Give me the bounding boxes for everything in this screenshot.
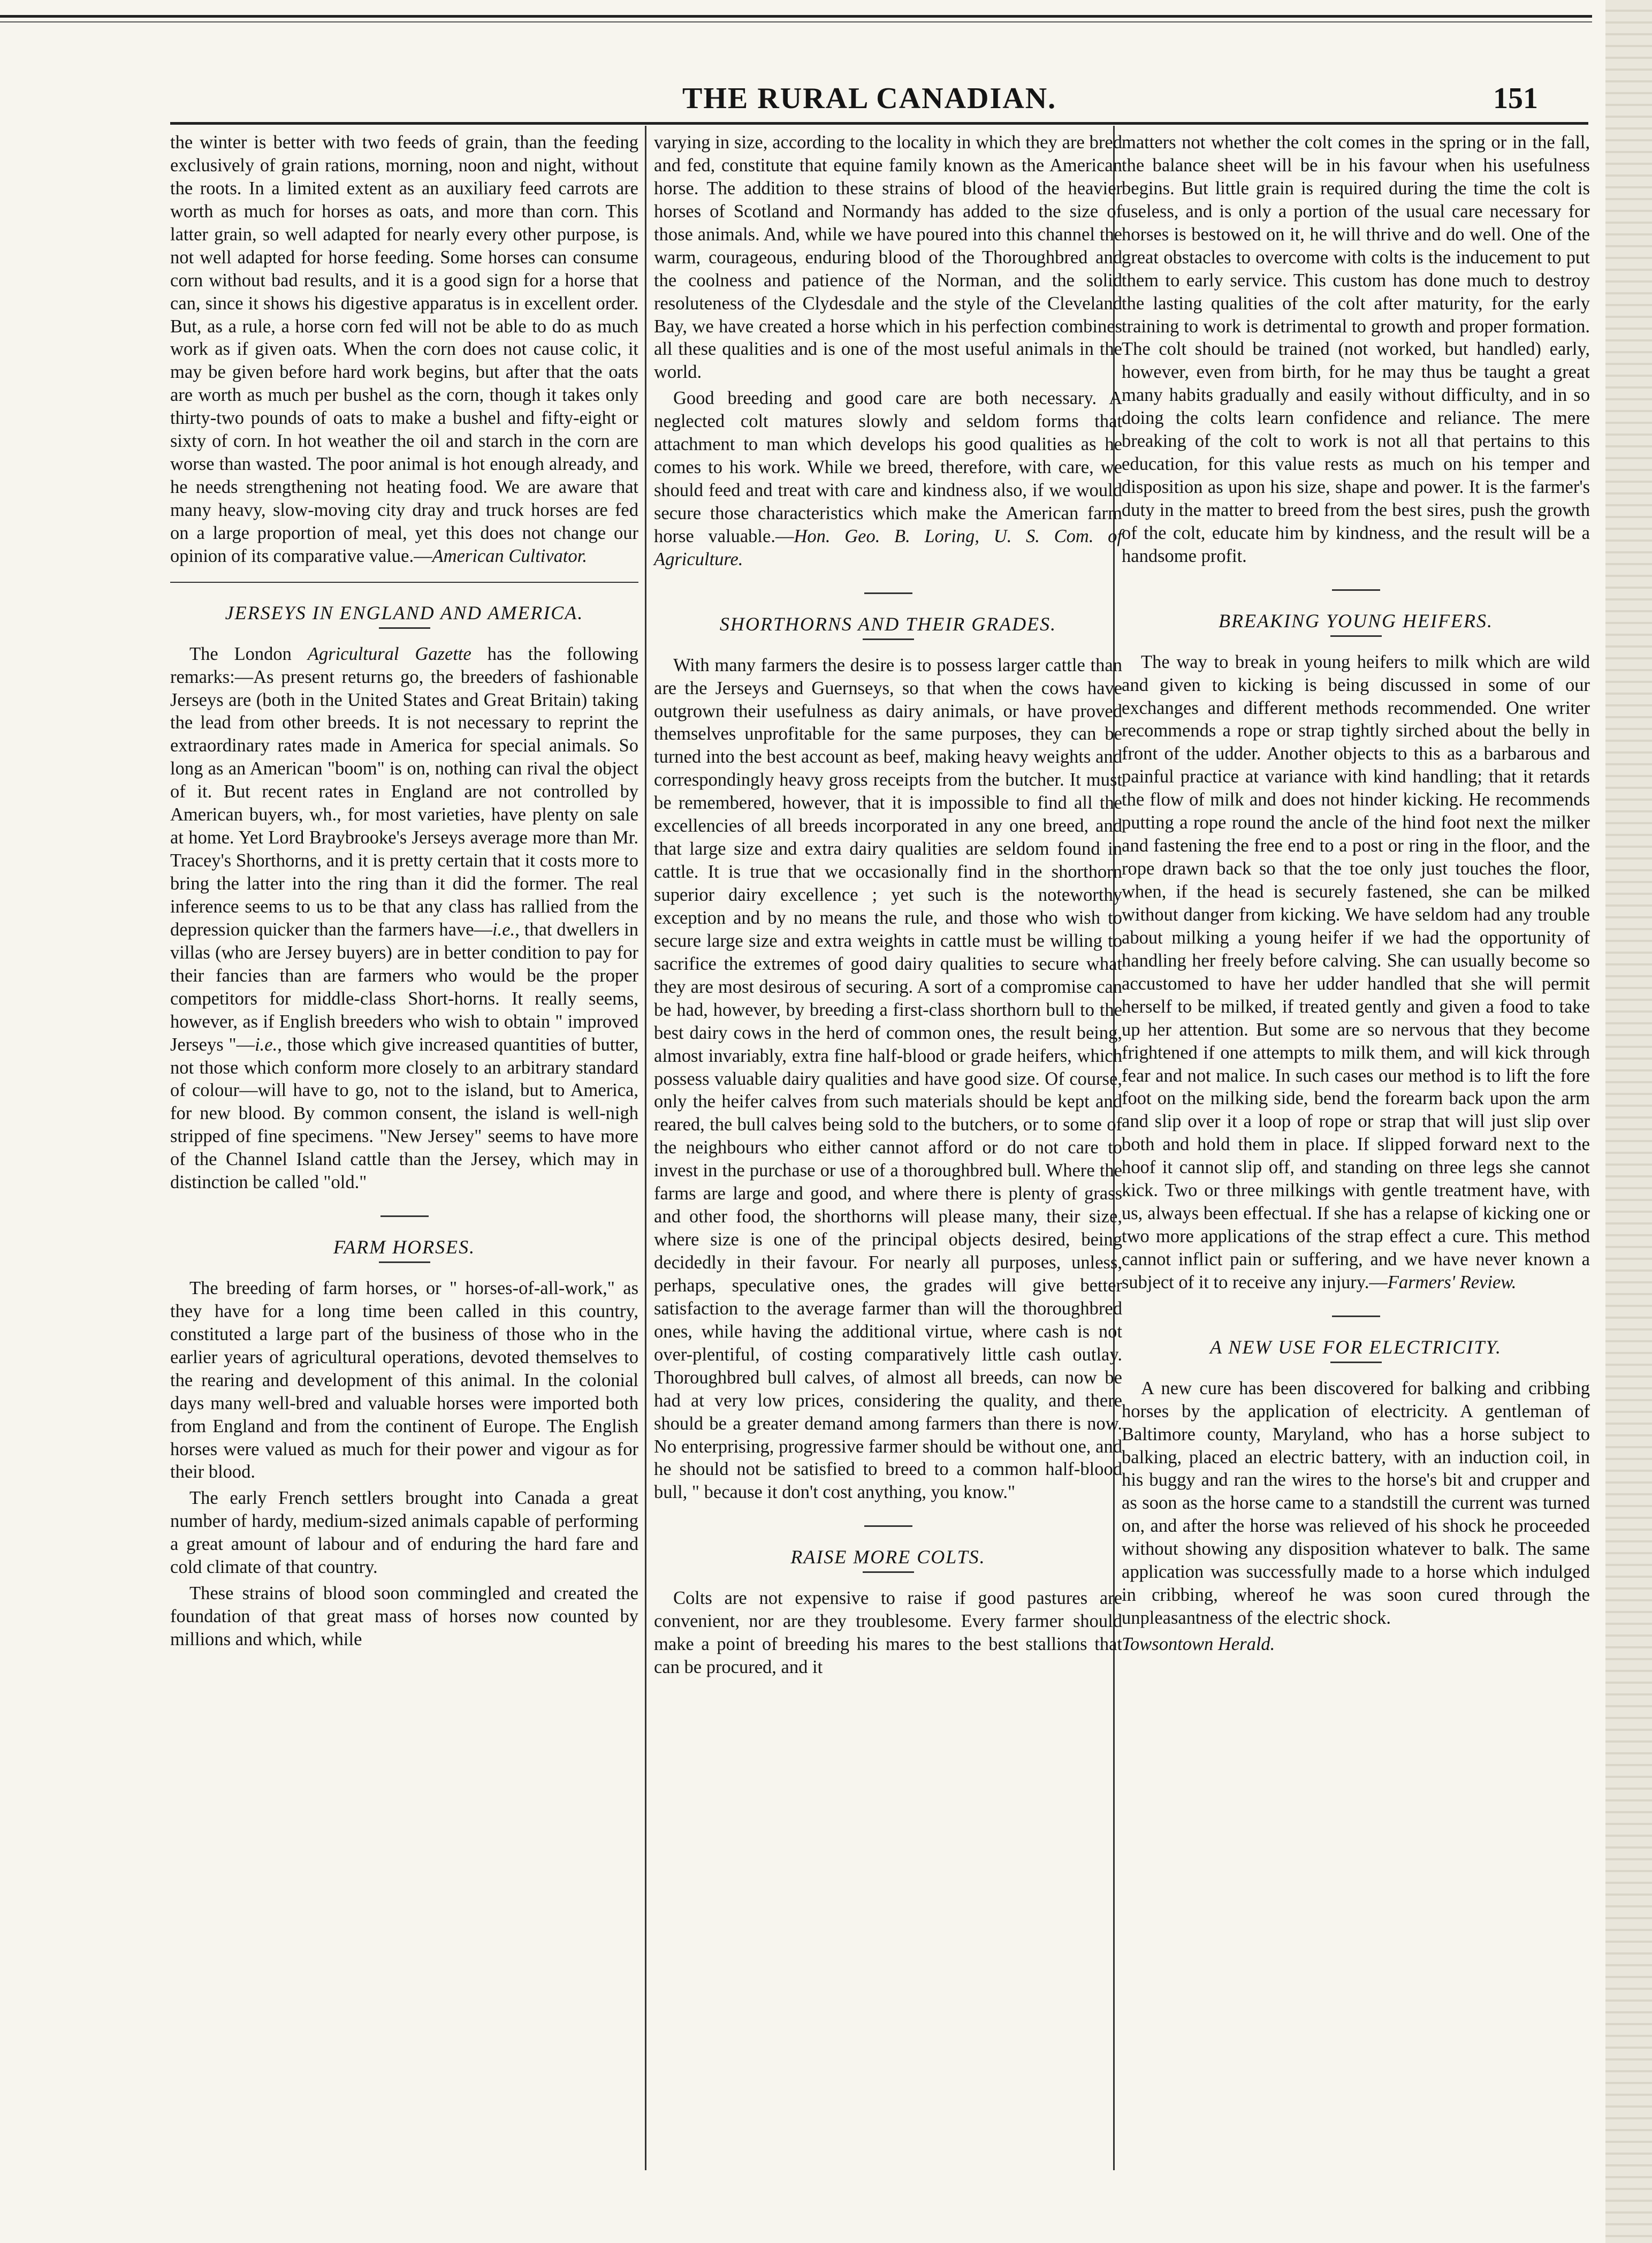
article-end-dash — [1332, 589, 1380, 591]
paragraph-text: , those which give increased quantities of butter, not those which conform more closely to an arbitrary standard of colour—will have to go, not to the island, but to America, for new blood. By common consent, the island is well-nigh stripped of fine specimens. "New Jersey" seems to have more of the Channel Island cattle than the Jersey, which may in distinction be called "old." — [170, 1034, 638, 1193]
article-end-dash — [1332, 1316, 1380, 1317]
article-end-dash — [864, 592, 912, 594]
article-paragraph: A new cure has been discovered for balking and cribbing horses by the application of electricity. A gentleman of Baltimore county, Maryland, who has a horse subject to balking, placed an electric battery, with an induction coil, in his buggy and ran the wires to the horse's bit and crupper and as soon as the horse came to a standstill the current was turned on, and after the horse was relieved of his shock he proceeded without showing any disposition whatever to balk. The same application was successfully made to a horse which indulged in cribbing, whereof he was soon cured through the unpleasantness of the electric shock. — [1122, 1378, 1590, 1629]
page-binding-edge — [1605, 0, 1652, 2243]
top-border-rule — [0, 15, 1592, 18]
article-heading-shorthorns: SHORTHORNS AND THEIR GRADES. — [719, 613, 1057, 635]
heading-dash — [1330, 1362, 1382, 1363]
article-heading-raise-colts: RAISE MORE COLTS. — [790, 1546, 986, 1568]
article-paragraph — [170, 643, 638, 1195]
heading-dash — [1330, 635, 1382, 637]
article-paragraph: The breeding of farm horses, or " horses-of-all-work," as they have for a long time been called in this country, constituted a large part of the business of those who in the earlier years of agricultural operations, devoted themselves to the rearing and development of this animal. In the colonial days many well-bred and valuable horses were imported both from England and from the continent of Europe. The English horses were valued as much for their power and vigour as for their blood. — [170, 1278, 638, 1482]
header-rule — [170, 122, 1588, 125]
article-paragraph: matters not whether the colt comes in the spring or in the fall, the balance sheet will be in his favour when his usefulness begins. But little grain is required during the time the colt is useless, and is only a portion of the usual care necessary for horses is bestowed on it, he will thrive and do well. One of the great obstacles to overcome with colts is the inducement to put them to early service. This custom has done much to destroy the lasting qualities of the colt after maturity, for the early training to work is detrimental to growth and proper formation. The colt should be trained (not worked, but handled) early, however, even from birth, for he may thus be taught a great many habits gradually and easily without difficulty, and in so doing the colts learn confidence and reliance. The mere breaking of the colt to work is not all that pertains to this education, for this value rests as much on his temper and disposition as upon his size, shape and power. It is the farmer's duty in the matter to breed from the best sires, push the growth of the colt, educate him by kindness, and the result will be a handsome profit. — [1122, 132, 1590, 566]
heading-dash — [863, 638, 914, 640]
article-paragraph — [170, 131, 638, 568]
article-heading-electricity: A NEW USE FOR ELECTRICITY. — [1209, 1336, 1502, 1358]
paragraph-text: , that dwellers in villas (who are Jersey buyers) are in better condition to pay for their fancies than are farmers who would be the proper competitors for middle-class Short-horns. It really seems, however, as if English breeders who wish to obtain " improved Jerseys "— — [170, 919, 638, 1055]
source-citation: Towsontown Herald. — [1122, 1634, 1275, 1654]
article-heading-farm-horses: FARM HORSES. — [333, 1236, 476, 1258]
newspaper-title: THE RURAL CANADIAN. — [682, 82, 1057, 115]
top-border-rule-thin — [0, 21, 1592, 22]
article-paragraph: Colts are not expensive to raise if good pastures are convenient, nor are they troublesome. Every farmer should make a point of breeding his mares to the best stallions that can be procured, and it — [654, 1588, 1122, 1677]
publication-name: Agricultural Gazette — [307, 643, 471, 664]
paragraph-text: The way to break in young heifers to milk which are wild and given to kicking is being discussed in some of our exchanges and different methods recommended. One writer recommends a rope or strap tightly sirched about the belly in front of the udder. Another objects to this as a barbarous and painful practice at variance with kind handling; that it retards the flow of milk and does not hinder kicking. He recommends putting a rope round the ancle of the hind foot next the milker and fastening the free end to a post or ring in the floor, and the rope drawn back so that the toe only just touches the floor, when, if the head is securely fastened, she can be milked without danger from kicking. We have seldom had any trouble about milking a young heifer if we had the opportunity of handling her freely before calving. She can usually become so accustomed to have her udder handled that she will permit herself to be milked, if treated gently and given a food to take up her attention. But some are so nervous that they become frightened if one attempts to milk them, and will kick through fear and not malice. In such cases our method is to lift the fore foot on the milking side, bend the forearm back upon the arm and slip over it a loop of rope or strap that will just slip over both and hold them in place. If slipped forward next to the hoof it cannot slip off, and standing on three legs she cannot kick. Two or three milkings with gentle treatment have, with us, always been effectual. If she has a relapse of kicking one or two more applications of the strap effect a cure. This method cannot inflict pain or suffering, and we have never known a subject of it to receive any injury.— — [1122, 651, 1590, 1292]
source-citation: Farmers' Review. — [1387, 1272, 1517, 1292]
paragraph-text: has the following remarks:—As present returns go, the breeders of fashionable Jerseys are (both in the United States and Great Britain) taking the lead from other breeds. It is not necessary to reprint the extraordinary rates made in America for special animals. So long as an American "boom" is on, nothing can rival the object of it. But recent rates in England are not controlled by American buyers, wh., for most varieties, have plenty on sale at home. Yet Lord Braybrooke's Jerseys average more than Mr. Tracey's Shorthorns, and it is pretty certain that it costs more to bring the latter into the ring than it did the former. The real inference seems to us to be that any class has rallied from the depression quicker than the farmers have— — [170, 643, 639, 940]
column-3 — [1122, 131, 1590, 1659]
article-paragraph: These strains of blood soon commingled and created the foundation of that great mass of horses now counted by millions and which, while — [170, 1583, 638, 1649]
source-citation: Hon. Geo. B. Loring, U. S. Com. of Agriculture. — [654, 526, 1123, 569]
article-paragraph — [1122, 651, 1590, 1294]
heading-dash — [863, 1571, 914, 1573]
article-paragraph — [654, 387, 1122, 571]
article-separator — [170, 582, 638, 583]
column-2 — [654, 131, 1122, 1682]
article-end-dash — [380, 1215, 429, 1217]
abbreviation: i.e. — [492, 919, 515, 940]
article-signoff — [1122, 1633, 1590, 1656]
abbreviation: i.e. — [255, 1034, 278, 1055]
paragraph-text: Good breeding and good care are both necessary. A neglected colt matures slowly and seldom forms that attachment to man which develops his good qualities as he comes to his work. While we breed, therefore, with care, we should feed and treat with care and kindness also, if we would secure those characteristics which make the American farm horse valuable.— — [654, 388, 1122, 546]
heading-dash — [379, 1261, 430, 1263]
article-paragraph: With many farmers the desire is to possess larger cattle than are the Jerseys and Guernseys, so that when the cows have outgrown their usefulness as dairy animals, or have proved themselves unprofitable for the same purposes, they can be turned into the best account as beef, making heavy weights and correspondingly heavy gross receipts from the butcher. It must be remembered, however, that it is impossible to find all the excellencies of all breeds incorporated in any one breed, and that large size and extra dairy qualities are seldom found in cattle. It is true that we occasionally find in the shorthorn superior dairy excellence ; yet such is the noteworthy exception and by no means the rule, and those who wish to secure large size and extra weights in cattle must be willing to sacrifice the extremes of good dairy qualities to secure what they are most desirous of securing. A sort of a compromise can be had, however, by breeding a first-class shorthorn bull to the best dairy cows in the herd of common ones, the result being, almost invariably, extra fine half-blood or grade heifers, which possess valuable dairy qualities and have good size. Of course, only the heifer calves from such materials should be kept and reared, the bull calves being sold to the butchers, or to some of the neighbours who either cannot afford or do not care to invest in the purchase or use of a thoroughbred bull. Where the farms are large and good, and where there is plenty of grass and other food, the shorthorns will please many, their size, where size is one of the principal objects desired, being decidedly in their favour. For nearly all purposes, unless, perhaps, speculative ones, the grades will give better satisfaction to the average farmer than will the thoroughbred ones, while having the additional virtue, where cash is not over-plentiful, of costing comparatively little cash outlay. Thoroughbred bull calves, of almost all breeds, can now be had at very low prices, considering the quality, and there should be a greater demand among farmers than there is now. No enterprising, progressive farmer should be without one, and he should not be satisfied to breed to a common half-blood bull, " because it don't cost anything, you know." — [654, 655, 1122, 1503]
heading-dash — [379, 627, 430, 629]
article-heading-heifers: BREAKING YOUNG HEIFERS. — [1219, 610, 1493, 632]
page-number: 151 — [1493, 82, 1538, 115]
article-heading-jerseys: JERSEYS IN ENGLAND AND AMERICA. — [225, 602, 584, 624]
article-paragraph: The early French settlers brought into Canada a great number of hardy, medium-sized animals capable of performing a great amount of labour and of enduring the hard fare and cold climate of that country. — [170, 1488, 638, 1578]
column-divider-1 — [645, 126, 646, 2170]
article-paragraph: varying in size, according to the locality in which they are bred and fed, constitute that equine family known as the American horse. The addition to these strains of blood of the heavier horses of Scotland and Normandy has added to the size of those animals. And, while we have poured into this channel the warm, courageous, enduring blood of the Thoroughbred and the coolness and patience of the Norman, and the solid resoluteness of the Clydesdale and the style of the Cleveland Bay, we have created a horse which in his perfection combines all these qualities and is one of the most useful animals in the world. — [654, 132, 1122, 383]
article-end-dash — [864, 1525, 912, 1527]
column-1 — [170, 131, 638, 1654]
paragraph-text: the winter is better with two feeds of grain, than the feeding exclusively of grain rations, morning, noon and night, without the roots. In a limited extent as an auxiliary feed carrots are worth as much for horses as oats, and more than corn. This latter grain, so well adapted for nearly every other purpose, is not well adapted for horse feeding. Some horses can consume corn without bad results, and it is a good sign for a horse that can, since it shows his digestive apparatus is in excellent order. But, as a rule, a horse corn fed will not be able to do as much work as if given oats. When the corn does not cause colic, it may be given before hard work begins, but after that the oats are worth as much per bushel as the corn, though it takes only thirty-two pounds of oats to make a bushel and fifty-eight or sixty of corn. In hot weather the oil and starch in the corn are worse than wasted. The poor animal is hot enough already, and he needs strengthening not heating food. We are aware that many heavy, slow-moving city dray and truck horses are fed on a large proportion of meal, yet this does not change our opinion of its comparative value.— — [170, 132, 638, 566]
source-citation: American Cultivator. — [432, 545, 587, 566]
paragraph-text: The London — [189, 643, 308, 664]
